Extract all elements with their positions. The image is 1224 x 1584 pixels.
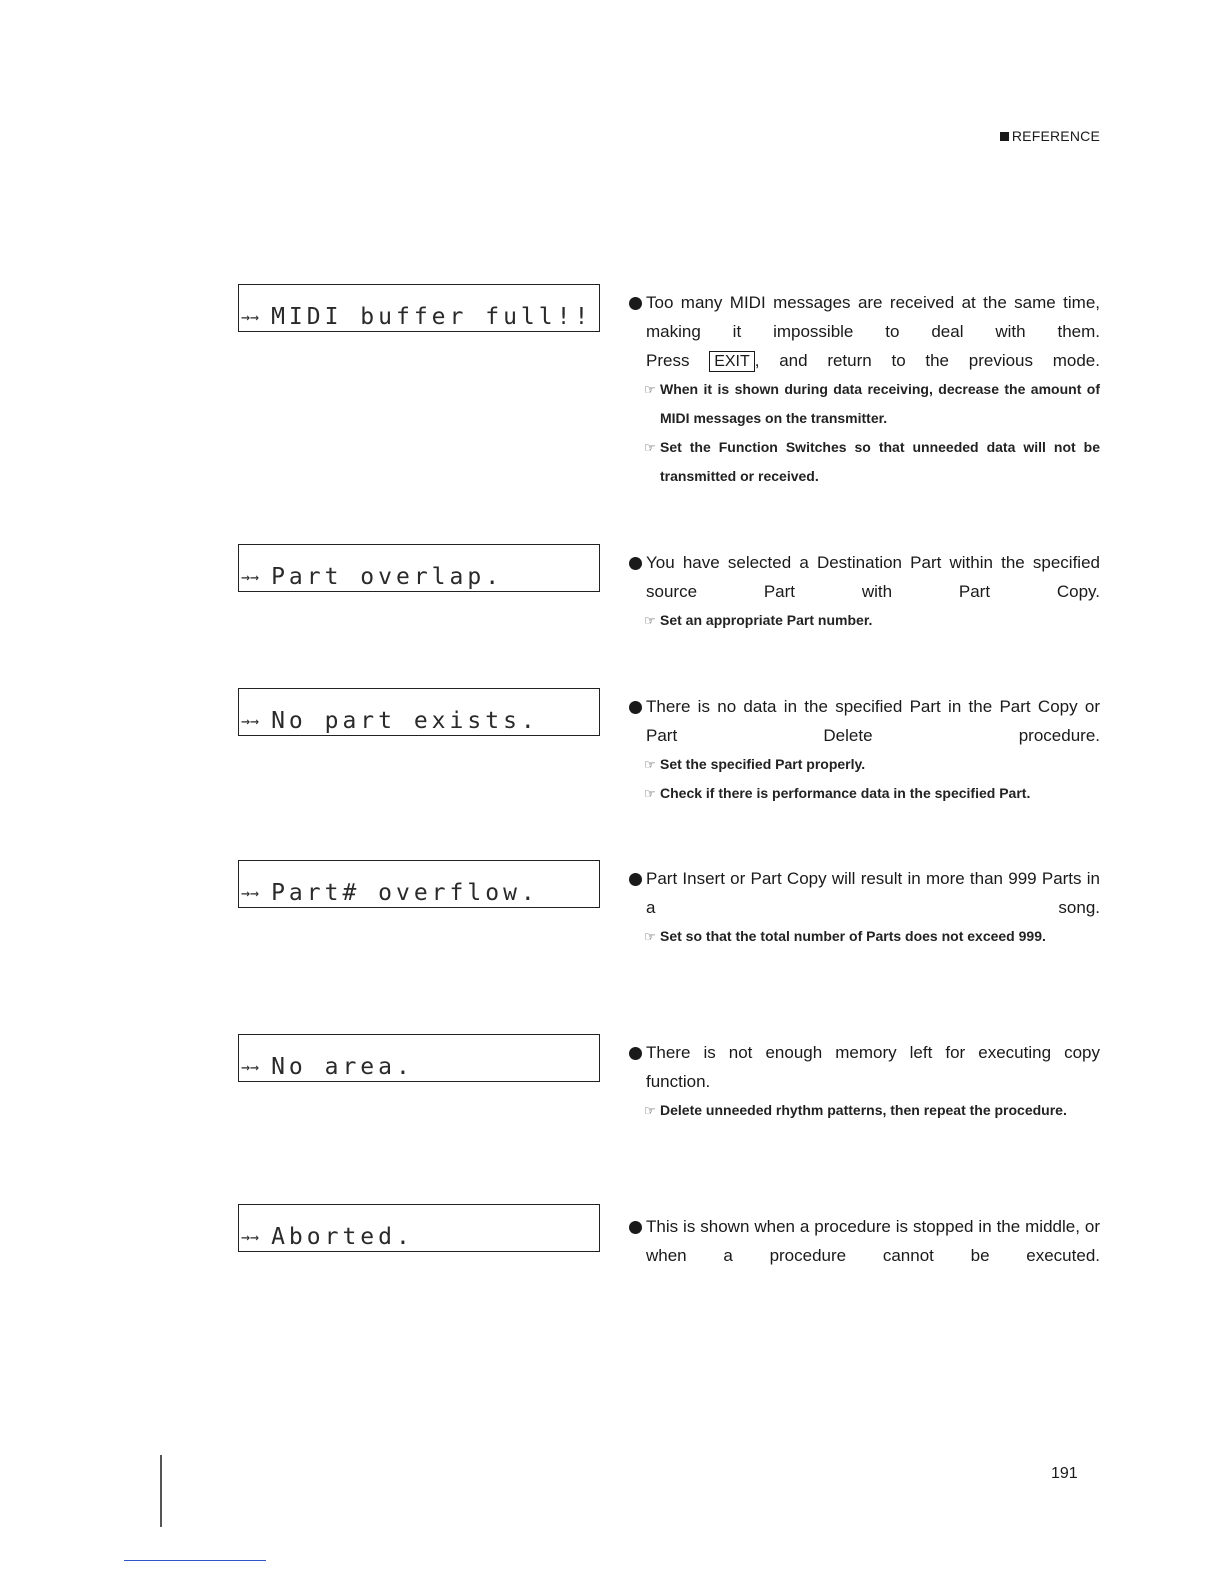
section-header-label: REFERENCE: [1011, 128, 1100, 144]
description-midi-buffer-full: [628, 288, 1100, 491]
lcd-arrows-icon: →→: [241, 884, 260, 902]
lcd-message: Part overlap.: [271, 564, 504, 590]
description-main: Too many MIDI messages are received at the same time, making it impossible to deal with them.: [628, 288, 1100, 346]
pointing-hand-icon: ☞: [644, 929, 656, 944]
pointing-hand-icon: ☞: [644, 440, 656, 455]
pointing-hand-icon: ☞: [644, 382, 656, 397]
hint-item: ☞ When it is shown during data receiving, decrease the amount of MIDI messages on the transmitter.: [628, 375, 1100, 433]
description-no-area: [628, 1038, 1100, 1125]
description-main: Part Insert or Part Copy will result in more than 999 Parts in a song.: [628, 864, 1100, 922]
lcd-arrows-icon: →→: [241, 712, 260, 730]
pointing-hand-icon: ☞: [644, 786, 656, 801]
lcd-message: Aborted.: [271, 1224, 414, 1250]
hint-item: ☞ Set the specified Part properly.: [628, 750, 1100, 779]
section-header: [1000, 128, 1100, 144]
description-part-overlap: [628, 548, 1100, 635]
lcd-message: Part# overflow.: [271, 880, 539, 906]
lcd-arrows-icon: →→: [241, 1058, 260, 1076]
page-number: 191: [1051, 1465, 1078, 1482]
lcd-display-aborted: [238, 1204, 600, 1252]
pointing-hand-icon: ☞: [644, 757, 656, 772]
square-bullet-icon: [1000, 132, 1009, 141]
lcd-arrows-icon: →→: [241, 568, 260, 586]
pointing-hand-icon: ☞: [644, 1103, 656, 1118]
lcd-display-part-overflow: [238, 860, 600, 908]
hint-item: ☞ Set an appropriate Part number.: [628, 606, 1100, 635]
hint-item: ☞ Delete unneeded rhythm patterns, then repeat the procedure.: [628, 1096, 1100, 1125]
lcd-display-no-part-exists: [238, 688, 600, 736]
lcd-display-no-area: [238, 1034, 600, 1082]
description-main: There is no data in the specified Part in the Part Copy or Part Delete procedure.: [628, 692, 1100, 750]
description-main: There is not enough memory left for executing copy function.: [628, 1038, 1100, 1096]
lcd-arrows-icon: →→: [241, 308, 260, 326]
hint-item: ☞ Set so that the total number of Parts does not exceed 999.: [628, 922, 1100, 951]
pointing-hand-icon: ☞: [644, 613, 656, 628]
hint-item: ☞ Set the Function Switches so that unneeded data will not be transmitted or received.: [628, 433, 1100, 491]
description-main: You have selected a Destination Part within the specified source Part with Part Copy.: [628, 548, 1100, 606]
exit-key-icon: EXIT: [709, 351, 755, 372]
lcd-message: No area.: [271, 1054, 414, 1080]
description-main: This is shown when a procedure is stopped in the middle, or when a procedure cannot be executed.: [628, 1212, 1100, 1270]
lcd-arrows-icon: →→: [241, 1228, 260, 1246]
description-part-overflow: [628, 864, 1100, 951]
bottom-rule: [124, 1560, 266, 1561]
lcd-message: No part exists.: [271, 708, 539, 734]
hint-item: ☞ Check if there is performance data in the specified Part.: [628, 779, 1100, 808]
margin-mark: [160, 1455, 162, 1527]
lcd-display-part-overlap: [238, 544, 600, 592]
description-aborted: [628, 1212, 1100, 1270]
description-press-exit: Press EXIT , and return to the previous mode.: [646, 351, 1100, 370]
lcd-message: MIDI buffer full!!: [271, 304, 593, 330]
lcd-display-midi-buffer-full: [238, 284, 600, 332]
description-no-part-exists: [628, 692, 1100, 808]
